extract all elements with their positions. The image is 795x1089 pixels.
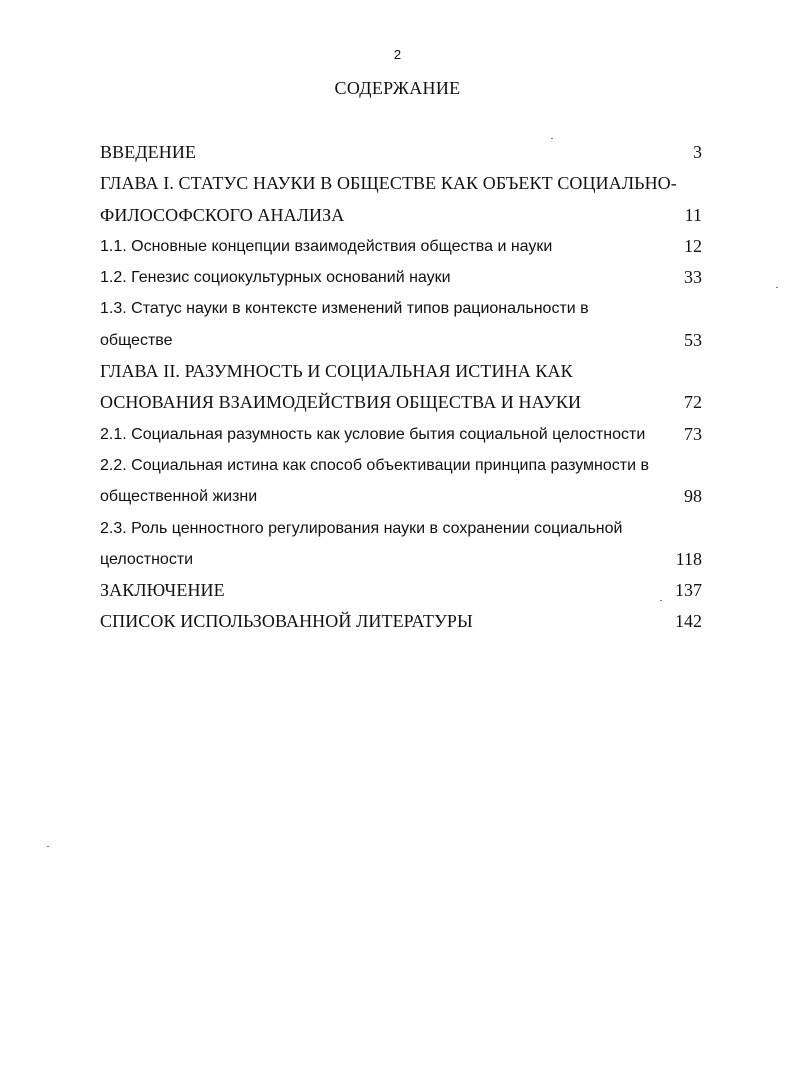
table-of-contents (100, 137, 702, 638)
toc-entry-text: целостности (100, 550, 194, 568)
toc-entry-text: 2.2. Социальная истина как способ объективации принципа разумности в (100, 456, 649, 474)
scan-speck (776, 287, 778, 288)
toc-entry-chapter-2-cont (100, 387, 702, 418)
scan-speck (47, 846, 49, 847)
toc-entry-section-1-1 (100, 231, 702, 262)
toc-entry-text: 2.1. Социальная разумность как условие бытия социальной целостности (100, 425, 646, 443)
toc-entry-page: 3 (693, 142, 702, 162)
toc-entry-text: 1.1. Основные концепции взаимодействия общества и науки (100, 237, 553, 255)
toc-entry-text: ЗАКЛЮЧЕНИЕ (100, 580, 225, 601)
toc-entry-page: 53 (684, 329, 702, 350)
toc-entry-page: 33 (684, 267, 702, 288)
scan-speck (551, 138, 553, 139)
toc-entry-conclusion (100, 575, 702, 606)
page-number: 2 (393, 47, 402, 62)
toc-entry-page: 11 (684, 204, 702, 225)
scan-speck (660, 600, 662, 601)
toc-entry-page: 72 (684, 392, 702, 413)
toc-entry-page: 137 (675, 580, 702, 601)
toc-entry-text: ФИЛОСОФСКОГО АНАЛИЗА (100, 204, 345, 225)
toc-entry-page: 73 (684, 423, 702, 444)
toc-entry-text: СПИСОК ИСПОЛЬЗОВАННОЙ ЛИТЕРАТУРЫ (100, 611, 473, 632)
toc-entry-text: обществе (100, 331, 173, 349)
toc-entry-text: общественной жизни (100, 488, 258, 506)
toc-entry-introduction (100, 137, 702, 168)
toc-entry-section-2-2-cont (100, 481, 702, 512)
toc-entry-page: 142 (675, 611, 702, 632)
toc-entry-section-2-2 (100, 450, 702, 481)
toc-entry-section-2-3 (100, 513, 702, 544)
toc-entry-text: ОСНОВАНИЯ ВЗАИМОДЕЙСТВИЯ ОБЩЕСТВА И НАУКИ (100, 392, 582, 413)
toc-entry-section-1-2 (100, 262, 702, 293)
toc-entry-section-2-1 (100, 419, 702, 450)
toc-entry-page: 98 (684, 486, 702, 507)
toc-entry-chapter-2 (100, 356, 702, 387)
toc-entry-section-2-3-cont (100, 544, 702, 575)
toc-entry-text: ВВЕДЕНИЕ (100, 142, 197, 162)
toc-entry-text: 2.3. Роль ценностного регулирования науки в сохранении социальной (100, 519, 623, 537)
toc-entry-text: 1.3. Статус науки в контексте изменений типов рациональности в (100, 300, 589, 318)
toc-entry-text: ГЛАВА I. СТАТУС НАУКИ В ОБЩЕСТВЕ КАК ОБЪЕКТ СОЦИАЛЬНО- (100, 173, 677, 194)
toc-title: СОДЕРЖАНИЕ (334, 78, 461, 98)
toc-entry-text: ГЛАВА II. РАЗУМНОСТЬ И СОЦИАЛЬНАЯ ИСТИНА КАК (100, 361, 573, 382)
toc-entry-chapter-1 (100, 168, 702, 199)
toc-entry-bibliography (100, 606, 702, 637)
toc-entry-page: 118 (675, 548, 702, 569)
toc-entry-section-1-3 (100, 293, 702, 324)
toc-entry-text: 1.2. Генезис социокультурных оснований науки (100, 269, 451, 287)
toc-entry-chapter-1-cont (100, 200, 702, 231)
toc-entry-section-1-3-cont (100, 325, 702, 356)
toc-entry-page: 12 (684, 235, 702, 256)
